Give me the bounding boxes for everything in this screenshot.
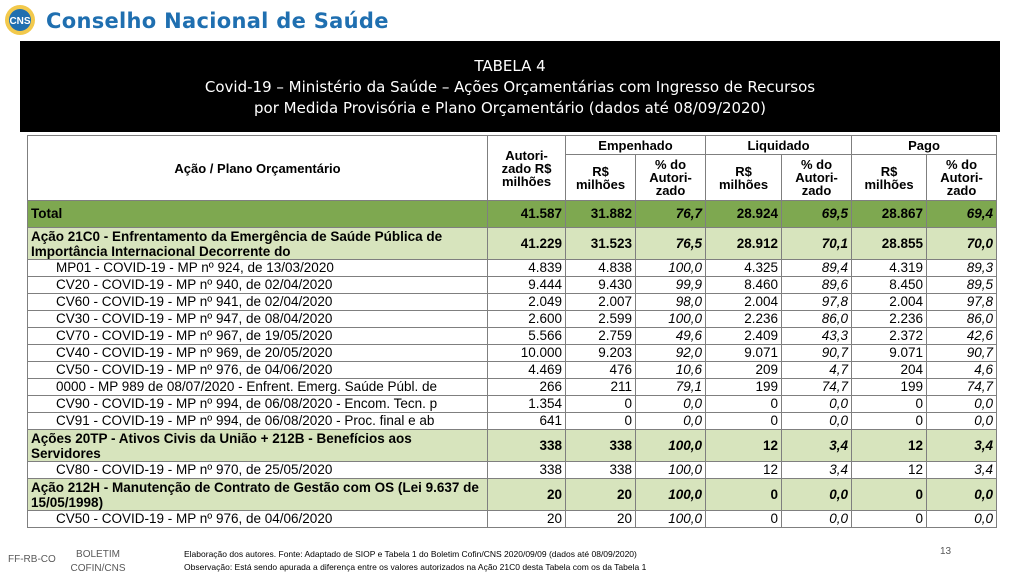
cell-liq: 199 (706, 379, 782, 396)
cell-emp-pct: 100,0 (636, 462, 706, 479)
cell-emp: 9.430 (566, 277, 636, 294)
cell-emp: 2.007 (566, 294, 636, 311)
cell-liq: 12 (706, 462, 782, 479)
row-label: CV70 - COVID-19 - MP nº 967, de 19/05/2020 (28, 328, 488, 345)
cell-emp-pct: 100,0 (636, 511, 706, 528)
group-row (28, 479, 997, 511)
cell-pago-pct: 69,4 (927, 201, 997, 228)
row-label: CV20 - COVID-19 - MP nº 940, de 02/04/2020 (28, 277, 488, 294)
cell-liq: 8.460 (706, 277, 782, 294)
cell-aut: 4.839 (488, 260, 566, 277)
table-body (28, 201, 997, 528)
cell-pago: 12 (852, 462, 927, 479)
cell-emp-pct: 10,6 (636, 362, 706, 379)
cell-aut: 5.566 (488, 328, 566, 345)
header-empenhado: Empenhado (566, 136, 706, 155)
table-row (28, 396, 997, 413)
cell-aut: 2.600 (488, 311, 566, 328)
cell-emp: 0 (566, 396, 636, 413)
footer-notes (184, 548, 646, 574)
cell-liq-pct: 89,6 (782, 277, 852, 294)
cell-liq-pct: 4,7 (782, 362, 852, 379)
cell-aut: 10.000 (488, 345, 566, 362)
cell-liq-pct: 97,8 (782, 294, 852, 311)
footer-boletim-line2: COFIN/CNS (70, 563, 126, 574)
cell-liq: 28.912 (706, 228, 782, 260)
cell-liq: 2.004 (706, 294, 782, 311)
cell-pago: 2.372 (852, 328, 927, 345)
cell-liq: 28.924 (706, 201, 782, 228)
footer-boletim (68, 548, 128, 576)
cell-aut: 641 (488, 413, 566, 430)
row-label: Total (28, 201, 488, 228)
cell-aut: 338 (488, 430, 566, 462)
cell-emp-pct: 100,0 (636, 430, 706, 462)
cell-pago-pct: 70,0 (927, 228, 997, 260)
header-pago-rs: R$ milhões (852, 155, 927, 201)
cell-pago-pct: 0,0 (927, 396, 997, 413)
cell-emp-pct: 76,5 (636, 228, 706, 260)
cell-liq-pct: 70,1 (782, 228, 852, 260)
cell-emp: 31.523 (566, 228, 636, 260)
table-row (28, 311, 997, 328)
cell-emp-pct: 99,9 (636, 277, 706, 294)
row-label: CV40 - COVID-19 - MP nº 969, de 20/05/2020 (28, 345, 488, 362)
cell-liq-pct: 74,7 (782, 379, 852, 396)
group-row (28, 430, 997, 462)
cell-emp: 9.203 (566, 345, 636, 362)
cell-liq: 0 (706, 511, 782, 528)
row-label: CV30 - COVID-19 - MP nº 947, de 08/04/2020 (28, 311, 488, 328)
cell-pago: 8.450 (852, 277, 927, 294)
cell-aut: 9.444 (488, 277, 566, 294)
group-row (28, 228, 997, 260)
cell-liq: 209 (706, 362, 782, 379)
cell-emp-pct: 100,0 (636, 311, 706, 328)
cns-logo-icon (4, 4, 36, 36)
cell-pago: 28.855 (852, 228, 927, 260)
cell-pago-pct: 0,0 (927, 511, 997, 528)
cell-pago: 204 (852, 362, 927, 379)
cell-pago: 0 (852, 396, 927, 413)
table-row (28, 294, 997, 311)
cell-pago: 12 (852, 430, 927, 462)
cell-pago-pct: 42,6 (927, 328, 997, 345)
header-pago: Pago (852, 136, 997, 155)
cell-emp-pct: 92,0 (636, 345, 706, 362)
table-row (28, 379, 997, 396)
cell-pago: 199 (852, 379, 927, 396)
budget-table (27, 135, 997, 528)
cell-liq: 9.071 (706, 345, 782, 362)
header-liquidado: Liquidado (706, 136, 852, 155)
header (0, 0, 1011, 40)
table-row (28, 277, 997, 294)
cell-liq: 0 (706, 413, 782, 430)
cell-emp: 20 (566, 511, 636, 528)
table-row (28, 345, 997, 362)
row-label: CV60 - COVID-19 - MP nº 941, de 02/04/2020 (28, 294, 488, 311)
cell-pago: 28.867 (852, 201, 927, 228)
cell-pago-pct: 90,7 (927, 345, 997, 362)
banner-line-1: TABELA 4 (474, 57, 546, 75)
table-row (28, 511, 997, 528)
cell-liq: 2.409 (706, 328, 782, 345)
row-label: CV80 - COVID-19 - MP nº 970, de 25/05/2020 (28, 462, 488, 479)
cell-liq-pct: 69,5 (782, 201, 852, 228)
cell-pago: 9.071 (852, 345, 927, 362)
logo-text: CNS (9, 16, 31, 27)
cell-liq-pct: 0,0 (782, 413, 852, 430)
cell-pago-pct: 97,8 (927, 294, 997, 311)
cell-aut: 41.587 (488, 201, 566, 228)
row-label: CV50 - COVID-19 - MP nº 976, de 04/06/2020 (28, 362, 488, 379)
source-note: Elaboração dos autores. Fonte: Adaptado de SIOP e Tabela 1 do Boletim Cofin/CNS 2020/09/09 (dados até 08/09/2020) (184, 549, 637, 559)
row-label: Ações 20TP - Ativos Civis da União + 212B - Benefícios aos Servidores (28, 430, 488, 462)
cell-pago: 0 (852, 479, 927, 511)
cell-pago: 0 (852, 413, 927, 430)
row-label: CV90 - COVID-19 - MP nº 994, de 06/08/2020 - Encom. Tecn. p (28, 396, 488, 413)
cell-aut: 20 (488, 511, 566, 528)
total-row (28, 201, 997, 228)
cell-pago-pct: 0,0 (927, 479, 997, 511)
header-liq-pct: % do Autori-zado (782, 155, 852, 201)
cell-liq-pct: 3,4 (782, 430, 852, 462)
table-row (28, 413, 997, 430)
cell-liq-pct: 86,0 (782, 311, 852, 328)
row-label: Ação 21C0 - Enfrentamento da Emergência de Saúde Pública de Importância Internacional Decorrente do (28, 228, 488, 260)
banner-line-2: Covid-19 – Ministério da Saúde – Ações Orçamentárias com Ingresso de Recursos (204, 78, 816, 96)
cell-aut: 41.229 (488, 228, 566, 260)
cell-emp: 476 (566, 362, 636, 379)
row-label: 0000 - MP 989 de 08/07/2020 - Enfrent. Emerg. Saúde Públ. de (28, 379, 488, 396)
table-row (28, 362, 997, 379)
cell-pago-pct: 0,0 (927, 413, 997, 430)
cell-aut: 1.354 (488, 396, 566, 413)
header-acao: Ação / Plano Orçamentário (28, 136, 488, 201)
cell-emp: 2.759 (566, 328, 636, 345)
cell-liq-pct: 90,7 (782, 345, 852, 362)
row-label: CV50 - COVID-19 - MP nº 976, de 04/06/2020 (28, 511, 488, 528)
cell-emp: 31.882 (566, 201, 636, 228)
cell-liq: 0 (706, 479, 782, 511)
cell-aut: 2.049 (488, 294, 566, 311)
cell-aut: 266 (488, 379, 566, 396)
cell-emp-pct: 49,6 (636, 328, 706, 345)
cell-pago-pct: 89,3 (927, 260, 997, 277)
header-row-1 (28, 136, 997, 155)
cell-emp: 338 (566, 462, 636, 479)
cell-liq-pct: 89,4 (782, 260, 852, 277)
page-number: 13 (940, 546, 952, 557)
cell-aut: 4.469 (488, 362, 566, 379)
table-row (28, 260, 997, 277)
cell-liq-pct: 0,0 (782, 479, 852, 511)
cell-aut: 20 (488, 479, 566, 511)
cell-liq-pct: 3,4 (782, 462, 852, 479)
cell-emp-pct: 0,0 (636, 396, 706, 413)
header-emp-pct: % do Autori-zado (636, 155, 706, 201)
cell-emp: 2.599 (566, 311, 636, 328)
cell-liq: 2.236 (706, 311, 782, 328)
footer-boletim-line1: BOLETIM (76, 549, 120, 560)
row-label: Ação 212H - Manutenção de Contrato de Gestão com OS (Lei 9.637 de 15/05/1998) (28, 479, 488, 511)
banner-line-3: por Medida Provisória e Plano Orçamentário (dados até 08/09/2020) (254, 99, 766, 117)
cell-pago-pct: 89,5 (927, 277, 997, 294)
cell-emp-pct: 98,0 (636, 294, 706, 311)
cell-emp: 4.838 (566, 260, 636, 277)
cell-pago-pct: 3,4 (927, 430, 997, 462)
table-row (28, 462, 997, 479)
cell-emp: 338 (566, 430, 636, 462)
header-liq-rs: R$ milhões (706, 155, 782, 201)
footer-code: FF-RB-CO (8, 554, 56, 565)
cell-aut: 338 (488, 462, 566, 479)
row-label: MP01 - COVID-19 - MP nº 924, de 13/03/2020 (28, 260, 488, 277)
cell-pago: 2.236 (852, 311, 927, 328)
table-title-banner (20, 41, 1000, 132)
cell-emp-pct: 79,1 (636, 379, 706, 396)
cell-pago: 2.004 (852, 294, 927, 311)
cell-emp-pct: 76,7 (636, 201, 706, 228)
cell-pago-pct: 4,6 (927, 362, 997, 379)
cell-pago-pct: 3,4 (927, 462, 997, 479)
cell-pago: 0 (852, 511, 927, 528)
observation-note: Observação: Está sendo apurada a diferença entre os valores autorizados na Ação 21C0 desta Tabela com os da Tabela 1 (184, 562, 647, 572)
cell-emp-pct: 100,0 (636, 260, 706, 277)
cell-liq-pct: 0,0 (782, 511, 852, 528)
cell-liq-pct: 0,0 (782, 396, 852, 413)
cell-emp-pct: 100,0 (636, 479, 706, 511)
header-autorizado: Autori-zado R$ milhões (488, 136, 566, 201)
row-label: CV91 - COVID-19 - MP nº 994, de 06/08/2020 - Proc. final e ab (28, 413, 488, 430)
cell-emp: 211 (566, 379, 636, 396)
cell-emp: 0 (566, 413, 636, 430)
cell-liq-pct: 43,3 (782, 328, 852, 345)
brand-name: Conselho Nacional de Saúde (46, 9, 389, 33)
cell-emp-pct: 0,0 (636, 413, 706, 430)
header-pago-pct: % do Autori-zado (927, 155, 997, 201)
cell-liq: 4.325 (706, 260, 782, 277)
header-emp-rs: R$ milhões (566, 155, 636, 201)
cell-pago-pct: 86,0 (927, 311, 997, 328)
table-row (28, 328, 997, 345)
cell-emp: 20 (566, 479, 636, 511)
cell-pago-pct: 74,7 (927, 379, 997, 396)
cell-liq: 12 (706, 430, 782, 462)
cell-pago: 4.319 (852, 260, 927, 277)
cell-liq: 0 (706, 396, 782, 413)
